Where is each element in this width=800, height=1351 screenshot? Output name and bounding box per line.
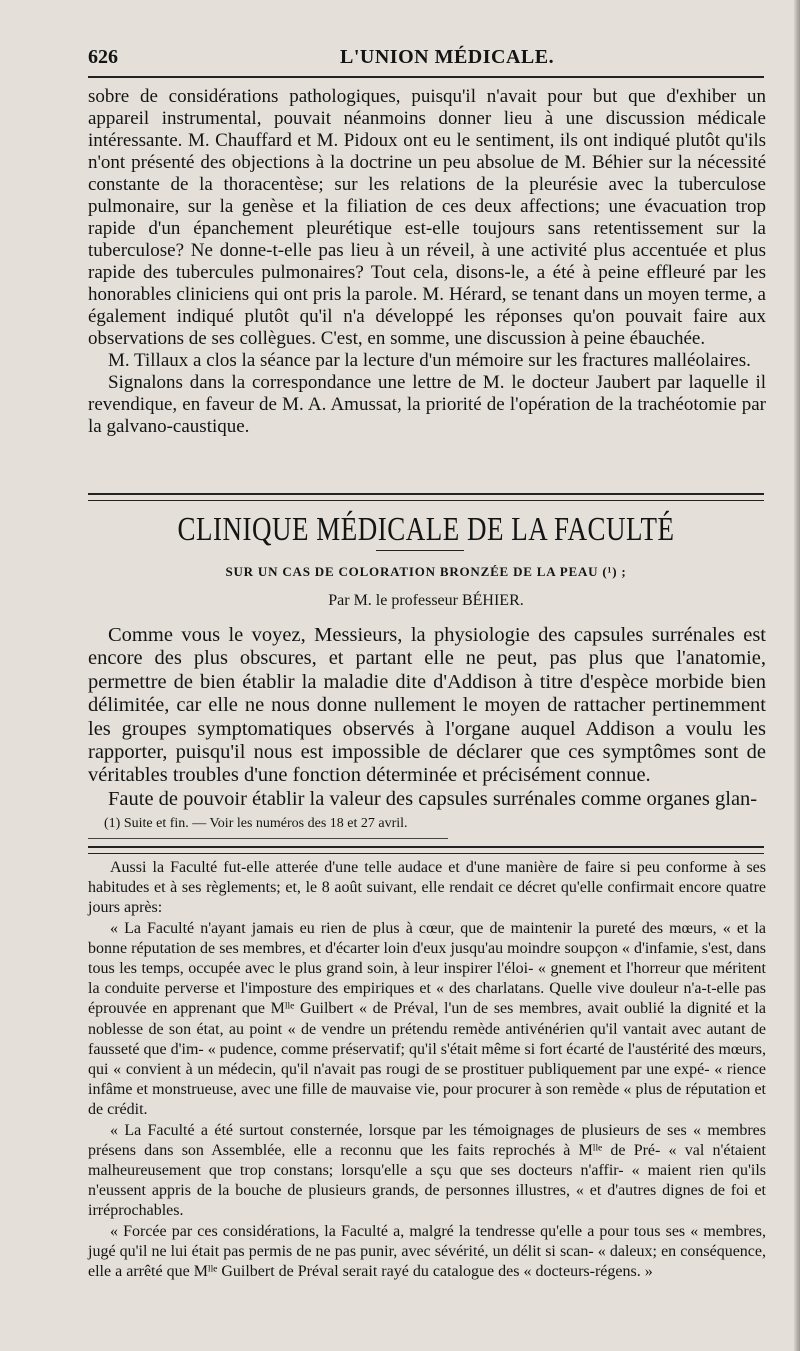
decree-paragraph: « La Faculté n'ayant jamais eu rien de plus à cœur, que de maintenir la pureté des mœurs, « et la bonne réputation de ses membres, et d'écarter loin d'eux jusqu'au moindre soupçon « d'infamie, s'est, dans tous les temps, occupée avec le plus grand soin, à leur inspirer l'éloi- « gnement et l'horreur que méritent la conduite perverse et l'imposture des empiriques et « des charlatans. Quelle vive douleur n'a-t-elle pas éprouvée en apprenant que Mˡˡᵉ Guilbert « de Préval, l'un de ses membres, avait oublié la dignité et la noblesse de son état, au point « de vendre un prétendu remède antivénérien qu'il vantait avec autant de fausseté que d'im- « pudence, comme préservatif; qu'il s'était même si fort écarté de l'austérité des mœurs, qui « convient à un médecin, qu'il n'avait pas rougi de se prostituer publiquement par une expé- « rience infâme et monstrueuse, avec une fille de mauvaise vie, pour procurer à son remède « plus de réputation et de crédit.	[88, 919, 766, 1119]
header-rule	[88, 76, 764, 78]
feuilleton-section	[88, 858, 766, 1282]
lecture-section	[88, 624, 766, 811]
feuilleton-divider	[88, 846, 764, 854]
report-paragraph: sobre de considérations pathologiques, puisqu'il n'avait pour but que d'exhiber un appareil instrumental, pouvait néanmoins donner lieu à une discussion médicale intéressante. M. Chauffard et M. Pidoux ont eu le sentiment, ils ont indiqué plutôt qu'ils n'ont présenté des objections à la doctrine un peu absolue de M. Béhier sur la nécessité constante de la thoracentèse; sur les relations de la pleurésie avec la tuberculose pulmonaire, sur la genèse et la filiation de ces deux affections; une évacuation trop rapide d'un épanchement pleurétique est-elle toujours sans retentissement sur la tuberculose? Ne donne-t-elle pas lieu à un réveil, à une activité plus accentuée et plus rapide des tubercules pulmonaires? Tout cela, disons-le, a été à peine effleuré par les honorables cliniciens qui ont pris la parole. M. Hérard, se tenant dans un moyen terme, a également indiqué plutôt qu'il n'a développé les réponses qu'on pouvait faire aux observations de ses collègues. C'est, en somme, une discussion à peine ébauchée.	[88, 86, 766, 349]
report-paragraph: Signalons dans la correspondance une lettre de M. le docteur Jaubert par laquelle il revendique, en faveur de M. A. Amussat, la priorité de l'opération de la trachéotomie par la galvano-caustique.	[88, 372, 766, 437]
decree-paragraph: « Forcée par ces considérations, la Faculté a, malgré la tendresse qu'elle a pour tous ses « membres, jugé qu'il ne lui était pas permis de ne pas punir, avec sévérité, un délit si scan- « daleux; en conséquence, elle a arrêté que Mˡˡᵉ Guilbert de Préval serait rayé du catalogue des « docteurs-régens. »	[88, 1222, 766, 1281]
lecture-paragraph: Comme vous le voyez, Messieurs, la physiologie des capsules surrénales est encore des plus obscures, et partant elle ne peut, pas plus que l'anatomie, permettre de bien établir la maladie dite d'Addison à titre d'espèce morbide bien délimitée, car elle ne nous donne nullement le moyen de rattacher pertinemment les groupes symptomatiques observés à l'organe auquel Addison a voulu les rapporter, puisqu'il nous est impossible de déclarer que ces symptômes sont de véritables troubles d'une fonction déterminée et précisément connue.	[88, 624, 766, 787]
society-report-section	[88, 86, 766, 438]
running-header	[88, 40, 764, 72]
page-edge-shadow	[794, 0, 800, 1351]
article-byline: Par M. le professeur BÉHIER.	[328, 592, 524, 609]
article-title: CLINIQUE MÉDICALE DE LA FACULTÉ	[177, 510, 675, 548]
footnote: (1) Suite et fin. — Voir les numéros des 18 et 27 avril.	[104, 816, 408, 831]
section-divider	[88, 493, 764, 501]
lecture-paragraph: Faute de pouvoir établir la valeur des capsules surrénales comme organes glan-	[108, 787, 758, 810]
decree-paragraph: « La Faculté a été surtout consternée, lorsque par les témoignages de plusieurs de ses « membres présens dans son Assemblée, elle a reconnu que les faits reprochés à Mˡˡᵉ de Pré- « val n'étaient malheureusement que trop constans; lorsqu'elle a sçu que ses docteurs n'affir- « maient rien qu'ils n'eussent appris de la bouche de plusieurs grands, de personnes illustres, « et d'autres dignes de foi et irréprochables.	[88, 1121, 766, 1220]
journal-title: L'UNION MÉDICALE.	[340, 46, 555, 68]
title-underline	[376, 550, 464, 551]
page-number: 626	[88, 46, 118, 68]
report-paragraph: M. Tillaux a clos la séance par la lecture d'un mémoire sur les fractures malléolaires.	[108, 350, 751, 371]
article-subtitle: SUR UN CAS DE COLORATION BRONZÉE DE LA PEAU (¹) ;	[225, 564, 627, 579]
feuilleton-paragraph: Aussi la Faculté fut-elle atterée d'une telle audace et d'une manière de faire si peu conforme à ses habitudes et à ses règlements; et, le 8 août suivant, elle rendait ce décret qu'elle confirmait encore quatre jours après:	[88, 859, 766, 917]
footnote-rule	[88, 838, 448, 839]
